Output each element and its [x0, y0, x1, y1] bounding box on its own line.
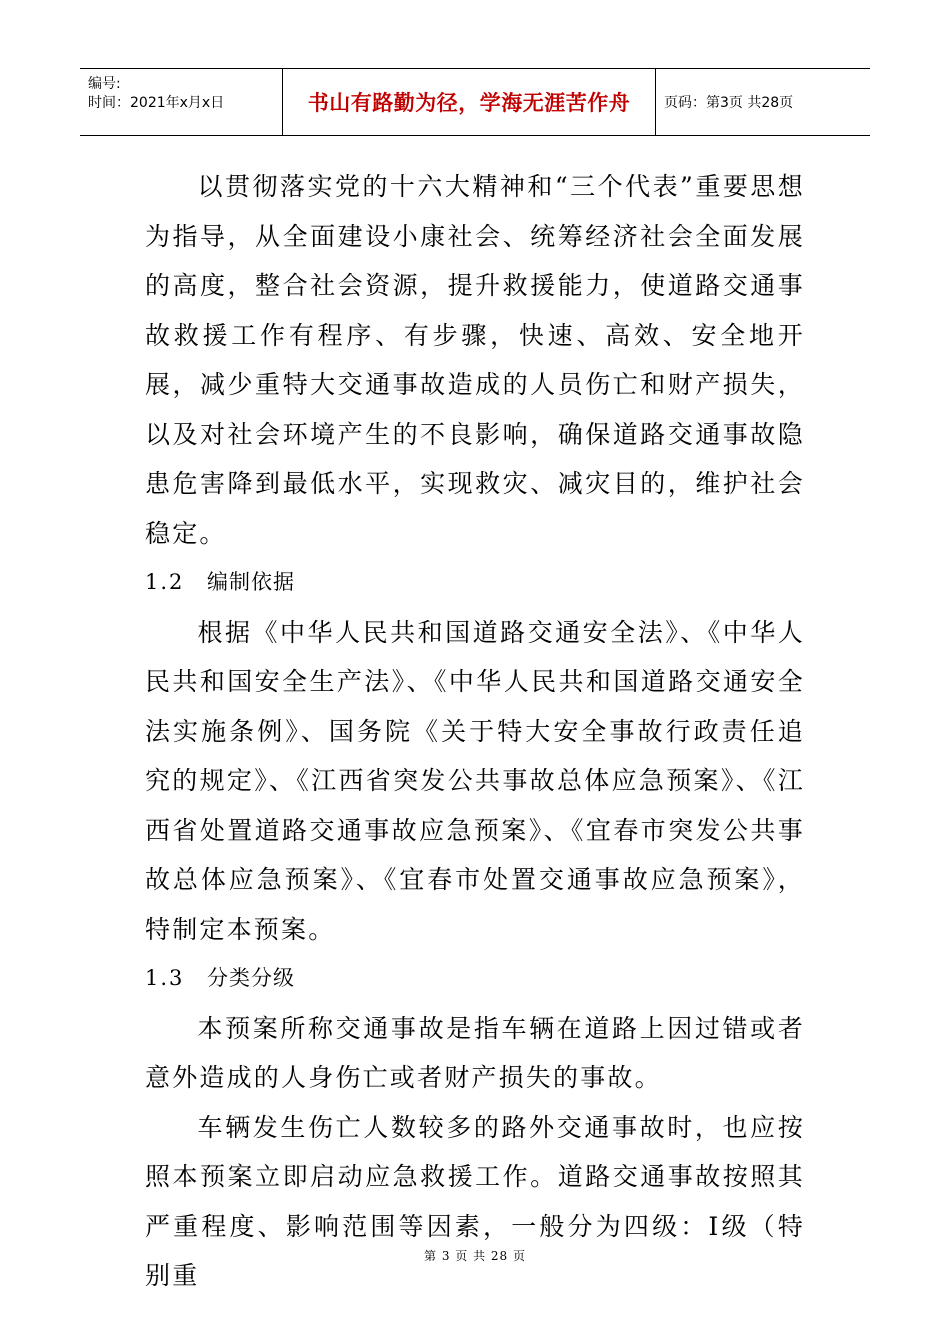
paragraph: 车辆发生伤亡人数较多的路外交通事故时，也应按照本预案立即启动应急救援工作。道路交通事故按照其严重程度、影响范围等因素，一般分为四级：Ⅰ级（特别重: [145, 1112, 805, 1290]
page-footer: 第 3 页 共 28 页: [424, 1249, 526, 1263]
section-heading: [145, 558, 805, 608]
date-label: 时间：2021年x月x日: [88, 95, 225, 111]
header-motto: 书山有路勤为径，学海无涯苦作舟: [283, 69, 656, 135]
document-body: [145, 162, 805, 1301]
header-meta-cell: [80, 69, 283, 135]
paragraph: 根据《中华人民共和国道路交通安全法》、《中华人民共和国安全生产法》、《中华人民共和国道路交通安全法实施条例》、国务院《关于特大安全事故行政责任追究的规定》、《江西省突发公共事故总体应急预案》、《江西省处置道路交通事故应急预案》、《宜春市突发公共事故总体应急预案》、《宜春市处置交通事故应急预案》，特制定本预案。: [145, 617, 805, 944]
section-number: 1.2: [145, 570, 185, 594]
page-header: [80, 68, 870, 136]
paragraph: 本预案所称交通事故是指车辆在道路上因过错或者意外造成的人身伤亡或者财产损失的事故。: [145, 1013, 805, 1092]
section-number: 1.3: [145, 966, 185, 990]
section-title: 分类分级: [207, 966, 295, 990]
section-title: 编制依据: [207, 570, 295, 594]
header-page-label: 页码：第3页 共28页: [664, 95, 794, 111]
section-heading: [145, 954, 805, 1004]
paragraph: 以贯彻落实党的十六大精神和“三个代表”重要思想为指导，从全面建设小康社会、统筹经济社会全面发展的高度，整合社会资源，提升救援能力，使道路交通事故救援工作有程序、有步骤，快速、高效、安全地开展，减少重特大交通事故造成的人员伤亡和财产损失，以及对社会环境产生的不良影响，确保道路交通事故隐患危害降到最低水平，实现救灾、减灾目的，维护社会稳定。: [145, 172, 805, 548]
doc-number-label: 编号:: [88, 76, 121, 92]
